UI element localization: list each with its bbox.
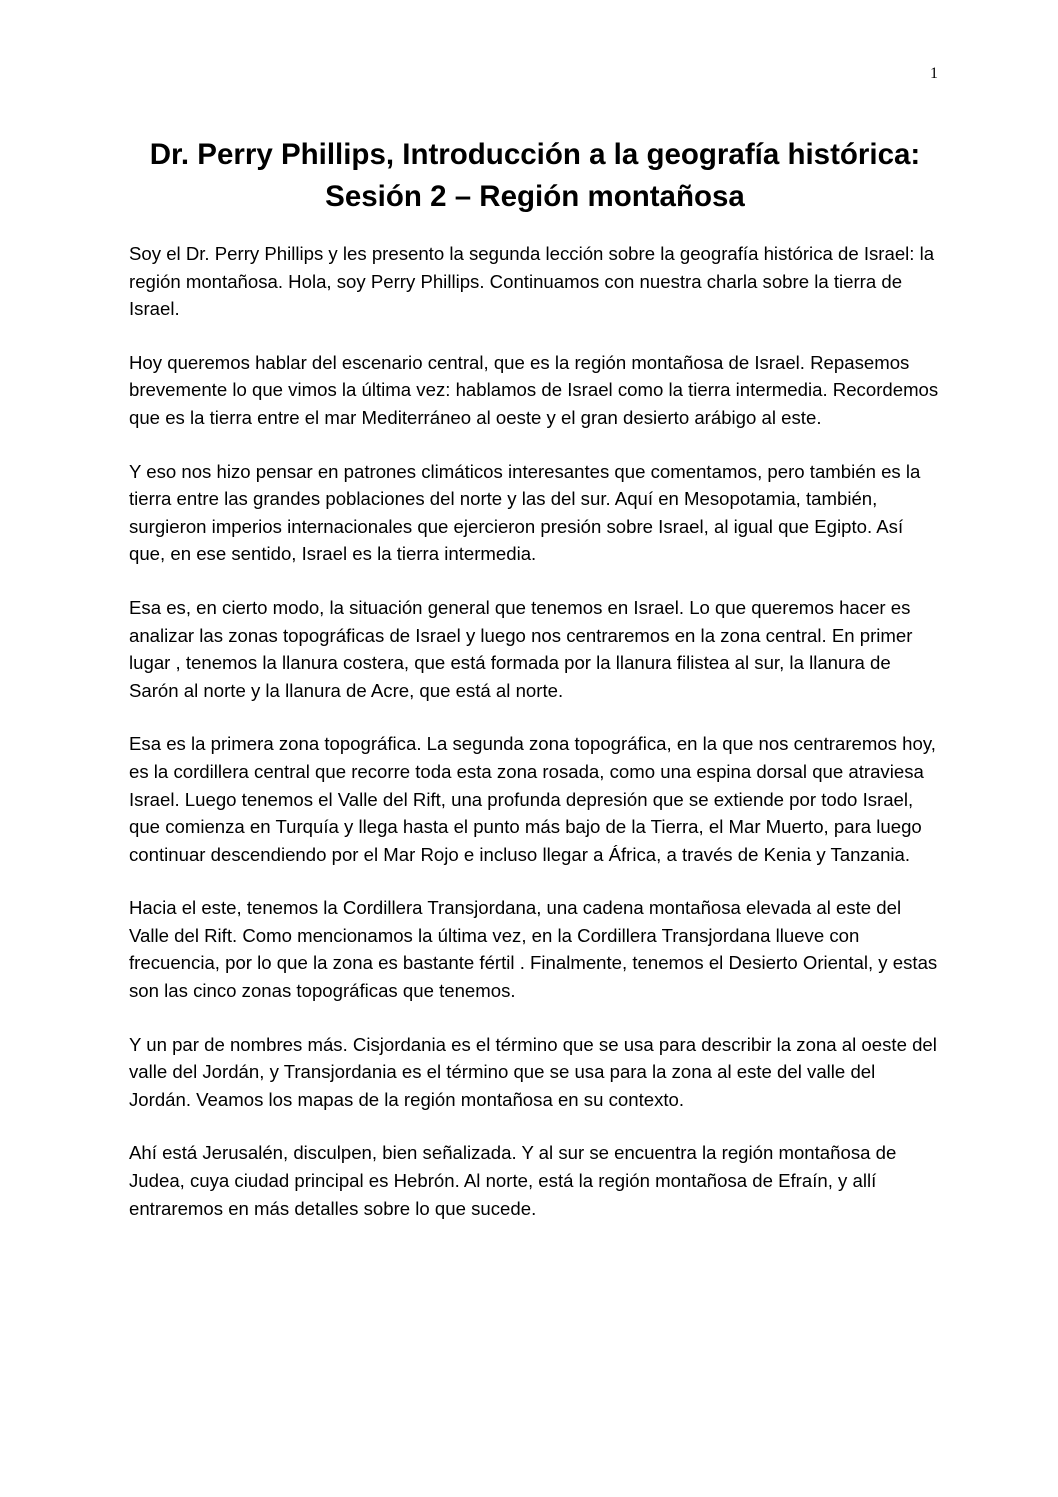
paragraph: Hoy queremos hablar del escenario central, que es la región montañosa de Israel. Repasemos brevemente lo que vimos la última vez: hablamos de Israel como la tierra intermedia. Recordemos que es la tierra entre el mar Mediterráneo al oeste y el gran desierto arábigo al este. xyxy=(129,351,939,428)
document-title xyxy=(100,134,970,218)
paragraph: Esa es la primera zona topográfica. La segunda zona topográfica, en la que nos centraremos hoy, es la cordillera central que recorre toda esta zona rosada, como una espina dorsal que atraviesa Israel. Luego tenemos el Valle del Rift, una profunda depresión que se extiende por todo Israel, que comienza en Turquía y llega hasta el punto más bajo de la Tierra, el Mar Muerto, para luego continuar descendiendo por el Mar Rojo e incluso llegar a África, a través de Kenia y Tanzania. xyxy=(129,733,936,865)
paragraph: Hacia el este, tenemos la Cordillera Transjordana, una cadena montañosa elevada al este del Valle del Rift. Como mencionamos la última vez, en la Cordillera Transjordana llueve con frecuencia, por lo que la zona es bastante fértil . Finalmente, tenemos el Desierto Oriental, y estas son las cinco zonas topográficas que tenemos. xyxy=(129,897,938,1002)
document-title-line-1: Dr. Perry Phillips, Introducción a la geografía histórica: xyxy=(149,138,921,171)
paragraph: Y un par de nombres más. Cisjordania es el término que se usa para describir la zona al oeste del valle del Jordán, y Transjordania es el término que se usa para la zona al este del valle del Jordán. Veamos los mapas de la región montañosa en su contexto. xyxy=(129,1033,937,1110)
document-body xyxy=(129,240,941,1248)
paragraph: Soy el Dr. Perry Phillips y les presento la segunda lección sobre la geografía histórica de Israel: la región montañosa. Hola, soy Perry Phillips. Continuamos con nuestra charla sobre la tierra de Israel. xyxy=(129,243,935,320)
paragraph: Ahí está Jerusalén, disculpen, bien señalizada. Y al sur se encuentra la región montañosa de Judea, cuya ciudad principal es Hebrón. Al norte, está la región montañosa de Efraín, y allí entraremos en más detalles sobre lo que sucede. xyxy=(129,1142,897,1219)
document-title-line-2: Sesión 2 – Región montañosa xyxy=(325,180,745,213)
page-number: 1 xyxy=(930,65,938,82)
paragraph: Y eso nos hizo pensar en patrones climáticos interesantes que comentamos, pero también es la tierra entre las grandes poblaciones del norte y las del sur. Aquí en Mesopotamia, también, surgieron imperios internacionales que ejercieron presión sobre Israel, al igual que Egipto. Así que, en ese sentido, Israel es la tierra intermedia. xyxy=(129,460,921,565)
paragraph: Esa es, en cierto modo, la situación general que tenemos en Israel. Lo que queremos hacer es analizar las zonas topográficas de Israel y luego nos centraremos en la zona central. En primer lugar , tenemos la llanura costera, que está formada por la llanura filistea al sur, la llanura de Sarón al norte y la llanura de Acre, que está al norte. xyxy=(129,596,913,701)
